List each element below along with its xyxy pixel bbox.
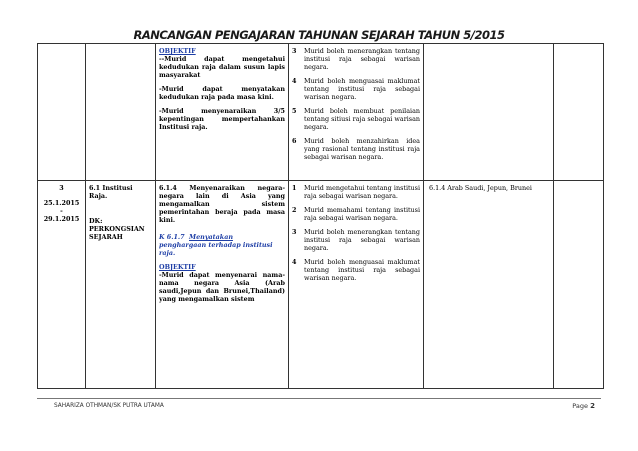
dk-label: DK: [89, 217, 103, 225]
standard-cell [156, 181, 289, 389]
date-start: 25.1.2015 [43, 199, 80, 207]
objective-text: -Murid dapat menyenarai nama-nama negara Asia (Arab saudi,Jepun dan Brunei,Thailand) yang mengamalkan sistem [159, 271, 285, 303]
list-item: 4 Murid boleh menguasai maklumat tentang institusi raja sebagai warisan negara. [292, 77, 420, 101]
k-standard [159, 233, 285, 241]
objective-text: --Murid dapat mengetahui kedudukan raja dalam susun lapis masyarakat [159, 55, 285, 79]
week-number: 3 [59, 184, 64, 192]
objective-text: -Murid menyenaraikan 3/5 kepentingan mempertahankan Institusi raja. [159, 107, 285, 131]
table-row [38, 181, 604, 389]
footer-divider [37, 398, 601, 399]
k-label: K 6.1.7 [159, 233, 185, 241]
list-item: 1 Murid mengetahui tentang institusi raja sebagai warisan negara. [292, 184, 420, 200]
list-item: 6 Murid boleh menzahirkan idea yang rasional tentang institusi raja sebagai warisan negara. [292, 137, 420, 161]
notes-cell [424, 181, 554, 389]
list-item: 5 Murid boleh membuat penilaian tentang sitiusi raja sebagai warisan negara. [292, 107, 420, 131]
list-item: 3 Murid boleh menerangkan tentang institusi raja sebagai warisan negara. [292, 47, 420, 71]
page-number-value: 2 [590, 402, 595, 410]
page-number [572, 402, 595, 410]
remarks-cell [554, 44, 604, 181]
date-separator: - [60, 207, 63, 215]
lesson-plan-table [37, 43, 604, 389]
notes-cell [424, 44, 554, 181]
list-item: 4 Murid boleh menguasai maklumat tentang institusi raja sebagai warisan negara. [292, 258, 420, 282]
week-cell [38, 181, 86, 389]
topic-cell [86, 44, 156, 181]
date-end: 29.1.2015 [43, 215, 80, 223]
objective-text: -Murid dapat menyatakan kedudukan raja pada masa kini. [159, 85, 285, 101]
objektif-heading: OBJEKTIF [159, 263, 196, 271]
week-cell [38, 44, 86, 181]
footer-author: SAHARIZA OTHMAN/SK PUTRA UTAMA [54, 403, 164, 409]
k-text: penghargaan terhadap institusi raja. [159, 241, 273, 257]
list-item: 3 Murid boleh menerangkan tentang institusi raja sebagai warisan negara. [292, 228, 420, 252]
page-title: RANCANGAN PENGAJARAN TAHUNAN SEJARAH TAHUN 5/2015 [133, 28, 505, 42]
notes-text: 6.1.4 Arab Saudi, Jepun, Brunei [429, 184, 532, 192]
k-title: Menyatakan [189, 233, 233, 241]
remarks-cell [554, 181, 604, 389]
list-item: 2 Murid memahami tentang institusi raja sebagai warisan negara. [292, 206, 420, 222]
table-row [38, 44, 604, 181]
page-label: Page [572, 402, 589, 410]
objektif-heading: OBJEKTIF [159, 47, 196, 55]
topic-title: 6.1 Institusi Raja. [89, 184, 133, 200]
dk-value: PERKONGSIAN SEJARAH [89, 225, 145, 241]
activity-list [292, 184, 420, 282]
learning-standard: 6.1.4 Menyenaraikan negara-negara lain di Asia yang mengamalkan sistem pemerintahan beraja pada masa kini. [159, 184, 285, 224]
activity-list [292, 47, 420, 161]
standard-cell [156, 44, 289, 181]
activity-cell [289, 44, 424, 181]
topic-cell [86, 181, 156, 389]
activity-cell [289, 181, 424, 389]
